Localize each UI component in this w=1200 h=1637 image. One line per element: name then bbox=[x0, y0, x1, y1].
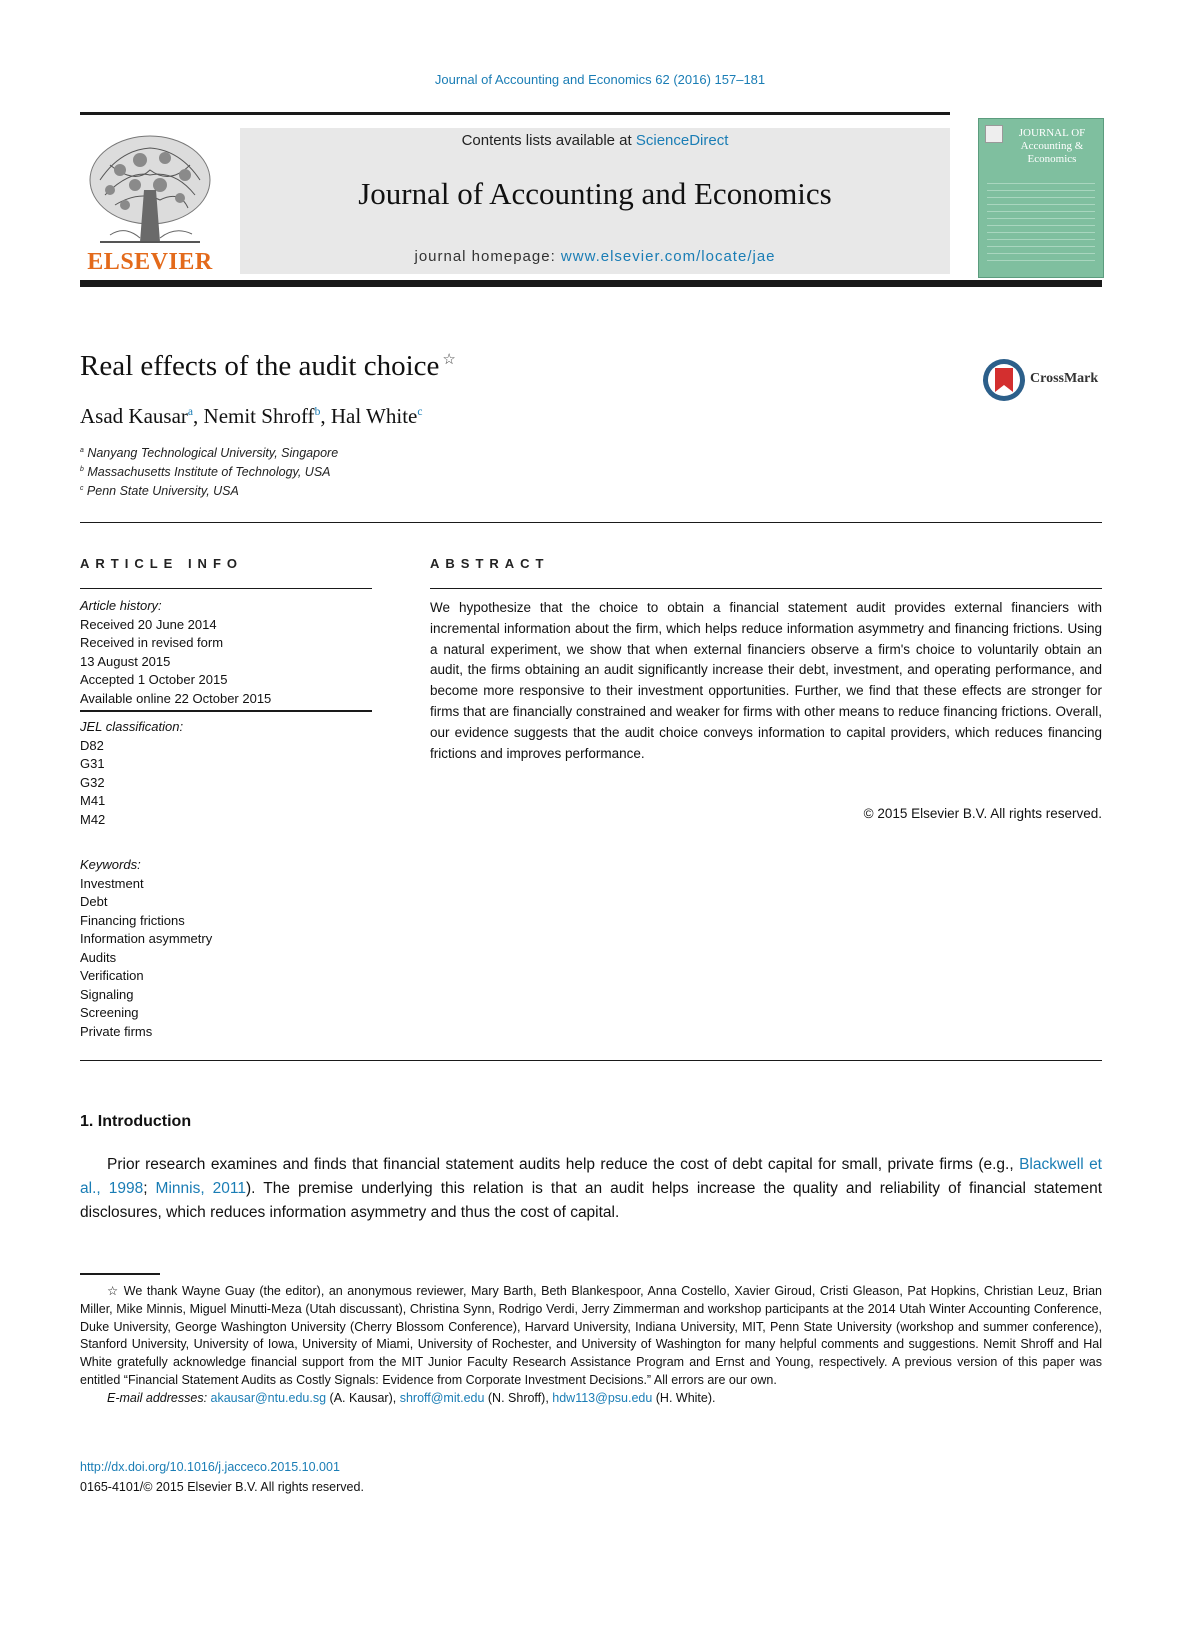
crossmark-label: CrossMark bbox=[1030, 371, 1099, 386]
journal-title: Journal of Accounting and Economics bbox=[358, 176, 832, 211]
keyword: Audits bbox=[80, 949, 117, 965]
article-history-rule bbox=[80, 710, 372, 712]
email-owner: (N. Shroff), bbox=[484, 1390, 553, 1405]
history-item: Accepted 1 October 2015 bbox=[80, 672, 228, 687]
email-link[interactable]: akausar@ntu.edu.sg bbox=[210, 1390, 327, 1405]
article-title-text: Real effects of the audit choice bbox=[80, 350, 440, 382]
cover-emblem bbox=[985, 125, 1003, 143]
jel-code: M42 bbox=[80, 811, 106, 827]
keywords bbox=[80, 856, 372, 1041]
intro-text: ). The premise underlying this relation is that an audit helps increase the quality and reliability of financial statement disclosures, which reduces information asymmetry and thus the cost of capital. bbox=[80, 1180, 1102, 1221]
affiliation: $^c$ Penn State University, USA bbox=[80, 484, 239, 498]
citation-link[interactable]: Blackwell et al., 1998 bbox=[80, 1156, 1102, 1197]
homepage-line bbox=[240, 248, 950, 265]
author-list: Asad Kausar$^a$, Nemit Shroff$^b$, Hal White$^c$ bbox=[80, 404, 423, 428]
keyword: Debt bbox=[80, 894, 108, 909]
sciencedirect-link[interactable]: ScienceDirect bbox=[635, 132, 729, 149]
article-info-rule bbox=[80, 588, 372, 589]
history-item: Received 20 June 2014 bbox=[80, 616, 217, 632]
abstract-heading: ABSTRACT bbox=[430, 556, 550, 571]
author-name[interactable]: Nemit Shroff bbox=[203, 404, 315, 428]
section-divider bbox=[80, 522, 1102, 523]
jel-code: G32 bbox=[80, 774, 105, 790]
journal-reference-link[interactable]: Journal of Accounting and Economics 62 (2016) 157–181 bbox=[434, 72, 766, 87]
doi-link[interactable]: http://dx.doi.org/10.1016/j.jacceco.2015.10.001 bbox=[80, 1460, 340, 1474]
footnote-text: We thank Wayne Guay (the editor), an anonymous reviewer, Mary Barth, Beth Blankespoor, Anna Costello, Xavier Giroud, Cristi Gleason, Pat Hopkins, Christian Leuz, Brian Miller, Mike Minnis, Miguel Minutti-Meza (Utah discussant), Christina Synn, Rodrigo Verdi, Jerry Zimmerman and workshop participants at the 2014 Utah Winter Accounting Conference, Duke University, George Washington University (Cherry Blossom Conference), Harvard University, Indiana University, MIT, Penn State University (workshop and summer conference), Stanford University, University of Iowa, University of Miami, University of Rochester, and University of Washington for many helpful comments and suggestions. Nemit Shroff and Hal White gratefully acknowledge financial support from the MIT Junior Faculty Research Assistance Program and Ernst and Young, respectively. A previous version of this paper was entitled “Financial Statement Audits as Costly Signals: Evidence from Corporate Investment Decisions.” All errors are our own. bbox=[80, 1284, 1102, 1387]
affiliation: $^b$ Massachusetts Institute of Technology, USA bbox=[80, 465, 331, 479]
history-item: 13 August 2015 bbox=[80, 653, 171, 669]
intro-text: ; bbox=[143, 1180, 156, 1197]
journal-homepage-link[interactable]: www.elsevier.com/locate/jae bbox=[560, 248, 776, 265]
author-name[interactable]: Hal White bbox=[330, 404, 418, 428]
email-owner: (H. White). bbox=[652, 1390, 716, 1405]
email-owner: (A. Kausar), bbox=[326, 1390, 400, 1405]
homepage-prefix: journal homepage: bbox=[414, 248, 561, 265]
intro-text: Prior research examines and finds that financial statement audits help reduce the cost of debt capital for small, private firms (e.g., bbox=[107, 1156, 1020, 1173]
section-divider bbox=[80, 1060, 1102, 1061]
keyword: Verification bbox=[80, 968, 144, 983]
jel-classification bbox=[80, 718, 372, 829]
email-label: E-mail addresses: bbox=[107, 1390, 211, 1405]
keyword: Signaling bbox=[80, 986, 134, 1002]
journal-cover-image bbox=[978, 118, 1104, 278]
keyword: Financing frictions bbox=[80, 912, 185, 928]
elsevier-wordmark: ELSEVIER bbox=[87, 249, 213, 275]
cover-title: JOURNAL OF Accounting & Economics bbox=[1018, 127, 1086, 165]
keyword: Private firms bbox=[80, 1023, 153, 1039]
header-bottom-rule bbox=[80, 280, 1102, 287]
email-link[interactable]: hdw113@psu.edu bbox=[552, 1390, 653, 1405]
header-top-rule bbox=[80, 112, 950, 115]
author-affil-sup[interactable]: c bbox=[417, 406, 423, 418]
jel-code: D82 bbox=[80, 737, 104, 753]
journal-banner bbox=[240, 128, 950, 274]
article-title bbox=[80, 350, 456, 383]
abstract-rule bbox=[430, 588, 1102, 589]
article-info-heading: ARTICLE INFO bbox=[80, 556, 243, 571]
jel-code: G31 bbox=[80, 756, 105, 771]
email-link[interactable]: shroff@mit.edu bbox=[399, 1390, 485, 1405]
contents-prefix: Contents lists available at bbox=[461, 132, 636, 149]
keyword: Screening bbox=[80, 1005, 139, 1020]
keywords-label: Keywords: bbox=[80, 857, 141, 872]
history-label: Article history: bbox=[80, 598, 162, 613]
issn-line: 0165-4101/© 2015 Elsevier B.V. All rights reserved. bbox=[80, 1480, 364, 1494]
crossmark-badge[interactable] bbox=[982, 358, 1106, 402]
article-history bbox=[80, 597, 372, 708]
author-affil-sup[interactable]: a bbox=[187, 406, 194, 418]
cover-contents bbox=[987, 177, 1095, 267]
keyword: Information asymmetry bbox=[80, 931, 213, 946]
intro-paragraph bbox=[80, 1153, 1102, 1225]
footnote-separator bbox=[80, 1273, 160, 1275]
affiliation: $^a$ Nanyang Technological University, Singapore bbox=[80, 446, 339, 460]
citation-link[interactable]: Minnis, 2011 bbox=[155, 1180, 247, 1197]
author-affil-sup[interactable]: b bbox=[314, 406, 321, 418]
history-item: Available online 22 October 2015 bbox=[80, 690, 272, 706]
history-item: Received in revised form bbox=[80, 635, 224, 650]
title-footnote-star-icon[interactable]: ☆ bbox=[442, 352, 456, 368]
jel-label: JEL classification: bbox=[80, 719, 184, 734]
footnote-star-icon: ☆ bbox=[107, 1284, 120, 1298]
crossmark-icon bbox=[982, 358, 1026, 402]
abstract-copyright: © 2015 Elsevier B.V. All rights reserved. bbox=[863, 806, 1102, 821]
section-heading-introduction: 1. Introduction bbox=[80, 1113, 192, 1130]
contents-line bbox=[240, 132, 950, 149]
acknowledgement-footnote bbox=[80, 1283, 1102, 1408]
abstract-text: We hypothesize that the choice to obtain a financial statement audit provides external financiers with incremental information about the firm, which helps reduce information asymmetry and financing frictions. Using a natural experiment, we show that when external financiers observe a firm's choice to voluntarily obtain an audit, the firms obtaining an audit significantly increase their debt, investment, and operating performance, and become more responsive to their investment opportunities. Further, we find that these effects are stronger for firms that are financially constrained and weaker for firms with other means to reduce financing frictions. Overall, our evidence suggests that the audit choice conveys information to capital providers, which reduces financing frictions and improves performance. bbox=[430, 600, 1102, 761]
author-name[interactable]: Asad Kausar bbox=[80, 404, 188, 428]
jel-code: M41 bbox=[80, 793, 106, 808]
keyword: Investment bbox=[80, 875, 144, 891]
